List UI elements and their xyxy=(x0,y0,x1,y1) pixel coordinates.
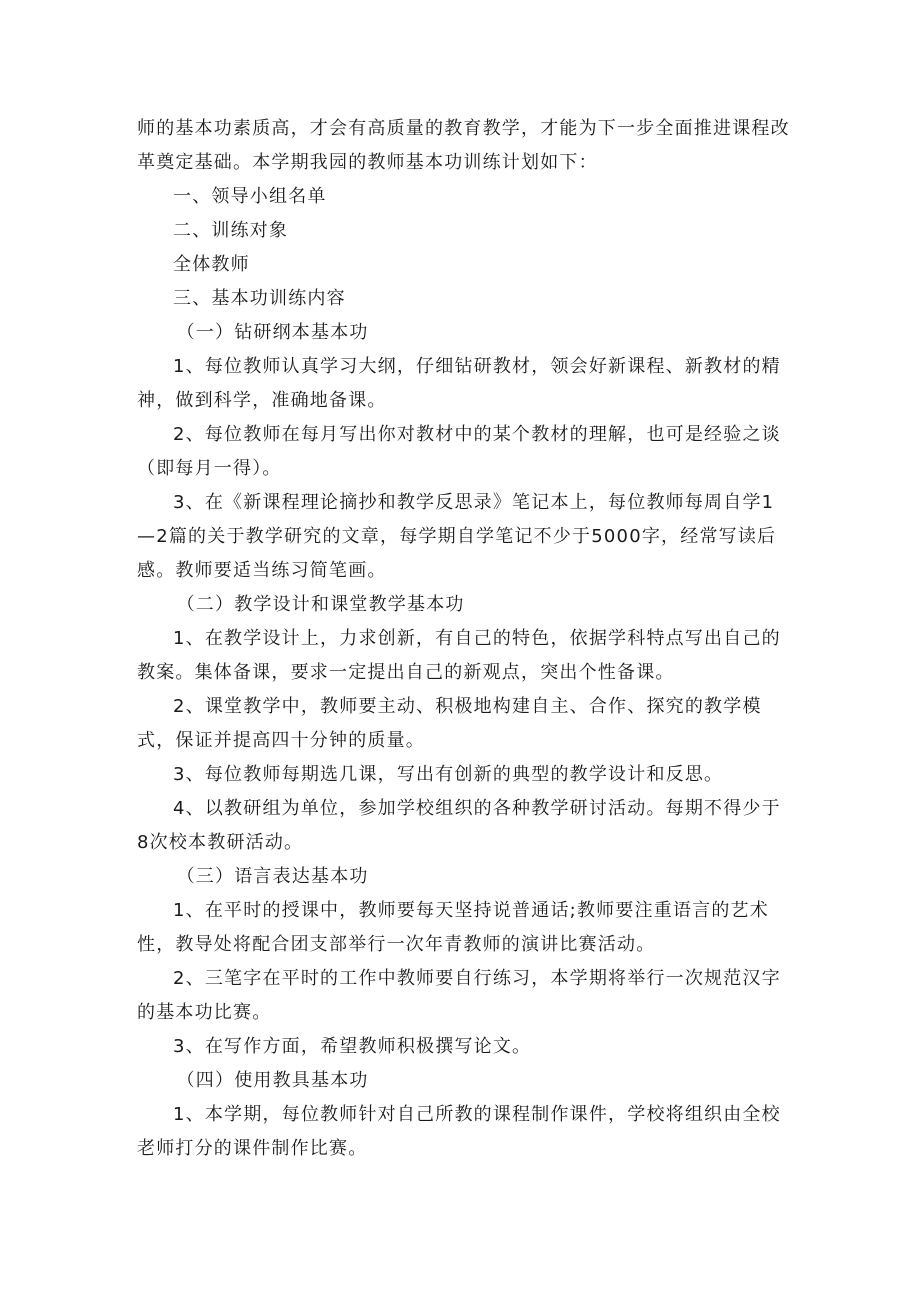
paragraph-item: 2、课堂教学中，教师要主动、积极地构建自主、合作、探究的教学模式，保证并提高四十分钟的质量。 xyxy=(137,696,762,751)
paragraph-item: 1、在教学设计上，力求创新，有自己的特色，依据学科特点写出自己的教案。集体备课，要求一定提出自己的新观点，突出个性备课。 xyxy=(137,628,781,683)
heading-leadership-group: 一、领导小组名单 xyxy=(173,186,327,207)
paragraph-item: 3、在《新课程理论摘抄和教学反思录》笔记本上，每位教师每周自学1—2篇的关于教学研究的文章，每学期自学笔记不少于5000字，经常写读后感。教师要适当练习简笔画。 xyxy=(137,492,777,581)
paragraph-item: 3、在写作方面，希望教师积极撰写论文。 xyxy=(173,1036,532,1057)
paragraph-continuation: 师的基本功素质高，才会有高质量的教育教学，才能为下一步全面推进课程改革奠定基础。本学期我园的教师基本功训练计划如下： xyxy=(137,118,790,173)
paragraph-all-teachers: 全体教师 xyxy=(173,254,250,275)
heading-training-target: 二、训练对象 xyxy=(173,220,289,241)
subheading-language-expression: （三）语言表达基本功 xyxy=(176,866,369,887)
heading-training-content: 三、基本功训练内容 xyxy=(173,288,346,309)
paragraph-item: 1、在平时的授课中，教师要每天坚持说普通话;教师要注重语言的艺术性，教导处将配合团支部举行一次年青教师的演讲比赛活动。 xyxy=(137,900,769,955)
paragraph-item: 3、每位教师每期选几课，写出有创新的典型的教学设计和反思。 xyxy=(173,764,724,785)
paragraph-item: 1、每位教师认真学习大纲，仔细钻研教材，领会好新课程、新教材的精神，做到科学，准确地备课。 xyxy=(137,356,781,411)
paragraph-item: 2、每位教师在每月写出你对教材中的某个教材的理解，也可是经验之谈（即每月一得）。 xyxy=(137,424,781,479)
paragraph-item: 2、三笔字在平时的工作中教师要自行练习，本学期将举行一次规范汉字的基本功比赛。 xyxy=(137,968,781,1023)
subheading-syllabus-study: （一）钻研纲本基本功 xyxy=(176,322,369,343)
subheading-teaching-aids: （四）使用教具基本功 xyxy=(176,1070,369,1091)
document-body xyxy=(137,112,792,1166)
paragraph-item: 1、本学期，每位教师针对自己所教的课程制作课件，学校将组织由全校老师打分的课件制作比赛。 xyxy=(137,1104,781,1159)
subheading-teaching-design: （二）教学设计和课堂教学基本功 xyxy=(176,594,465,615)
paragraph-item: 4、以教研组为单位，参加学校组织的各种教学研讨活动。每期不得少于8次校本教研活动。 xyxy=(137,798,781,853)
